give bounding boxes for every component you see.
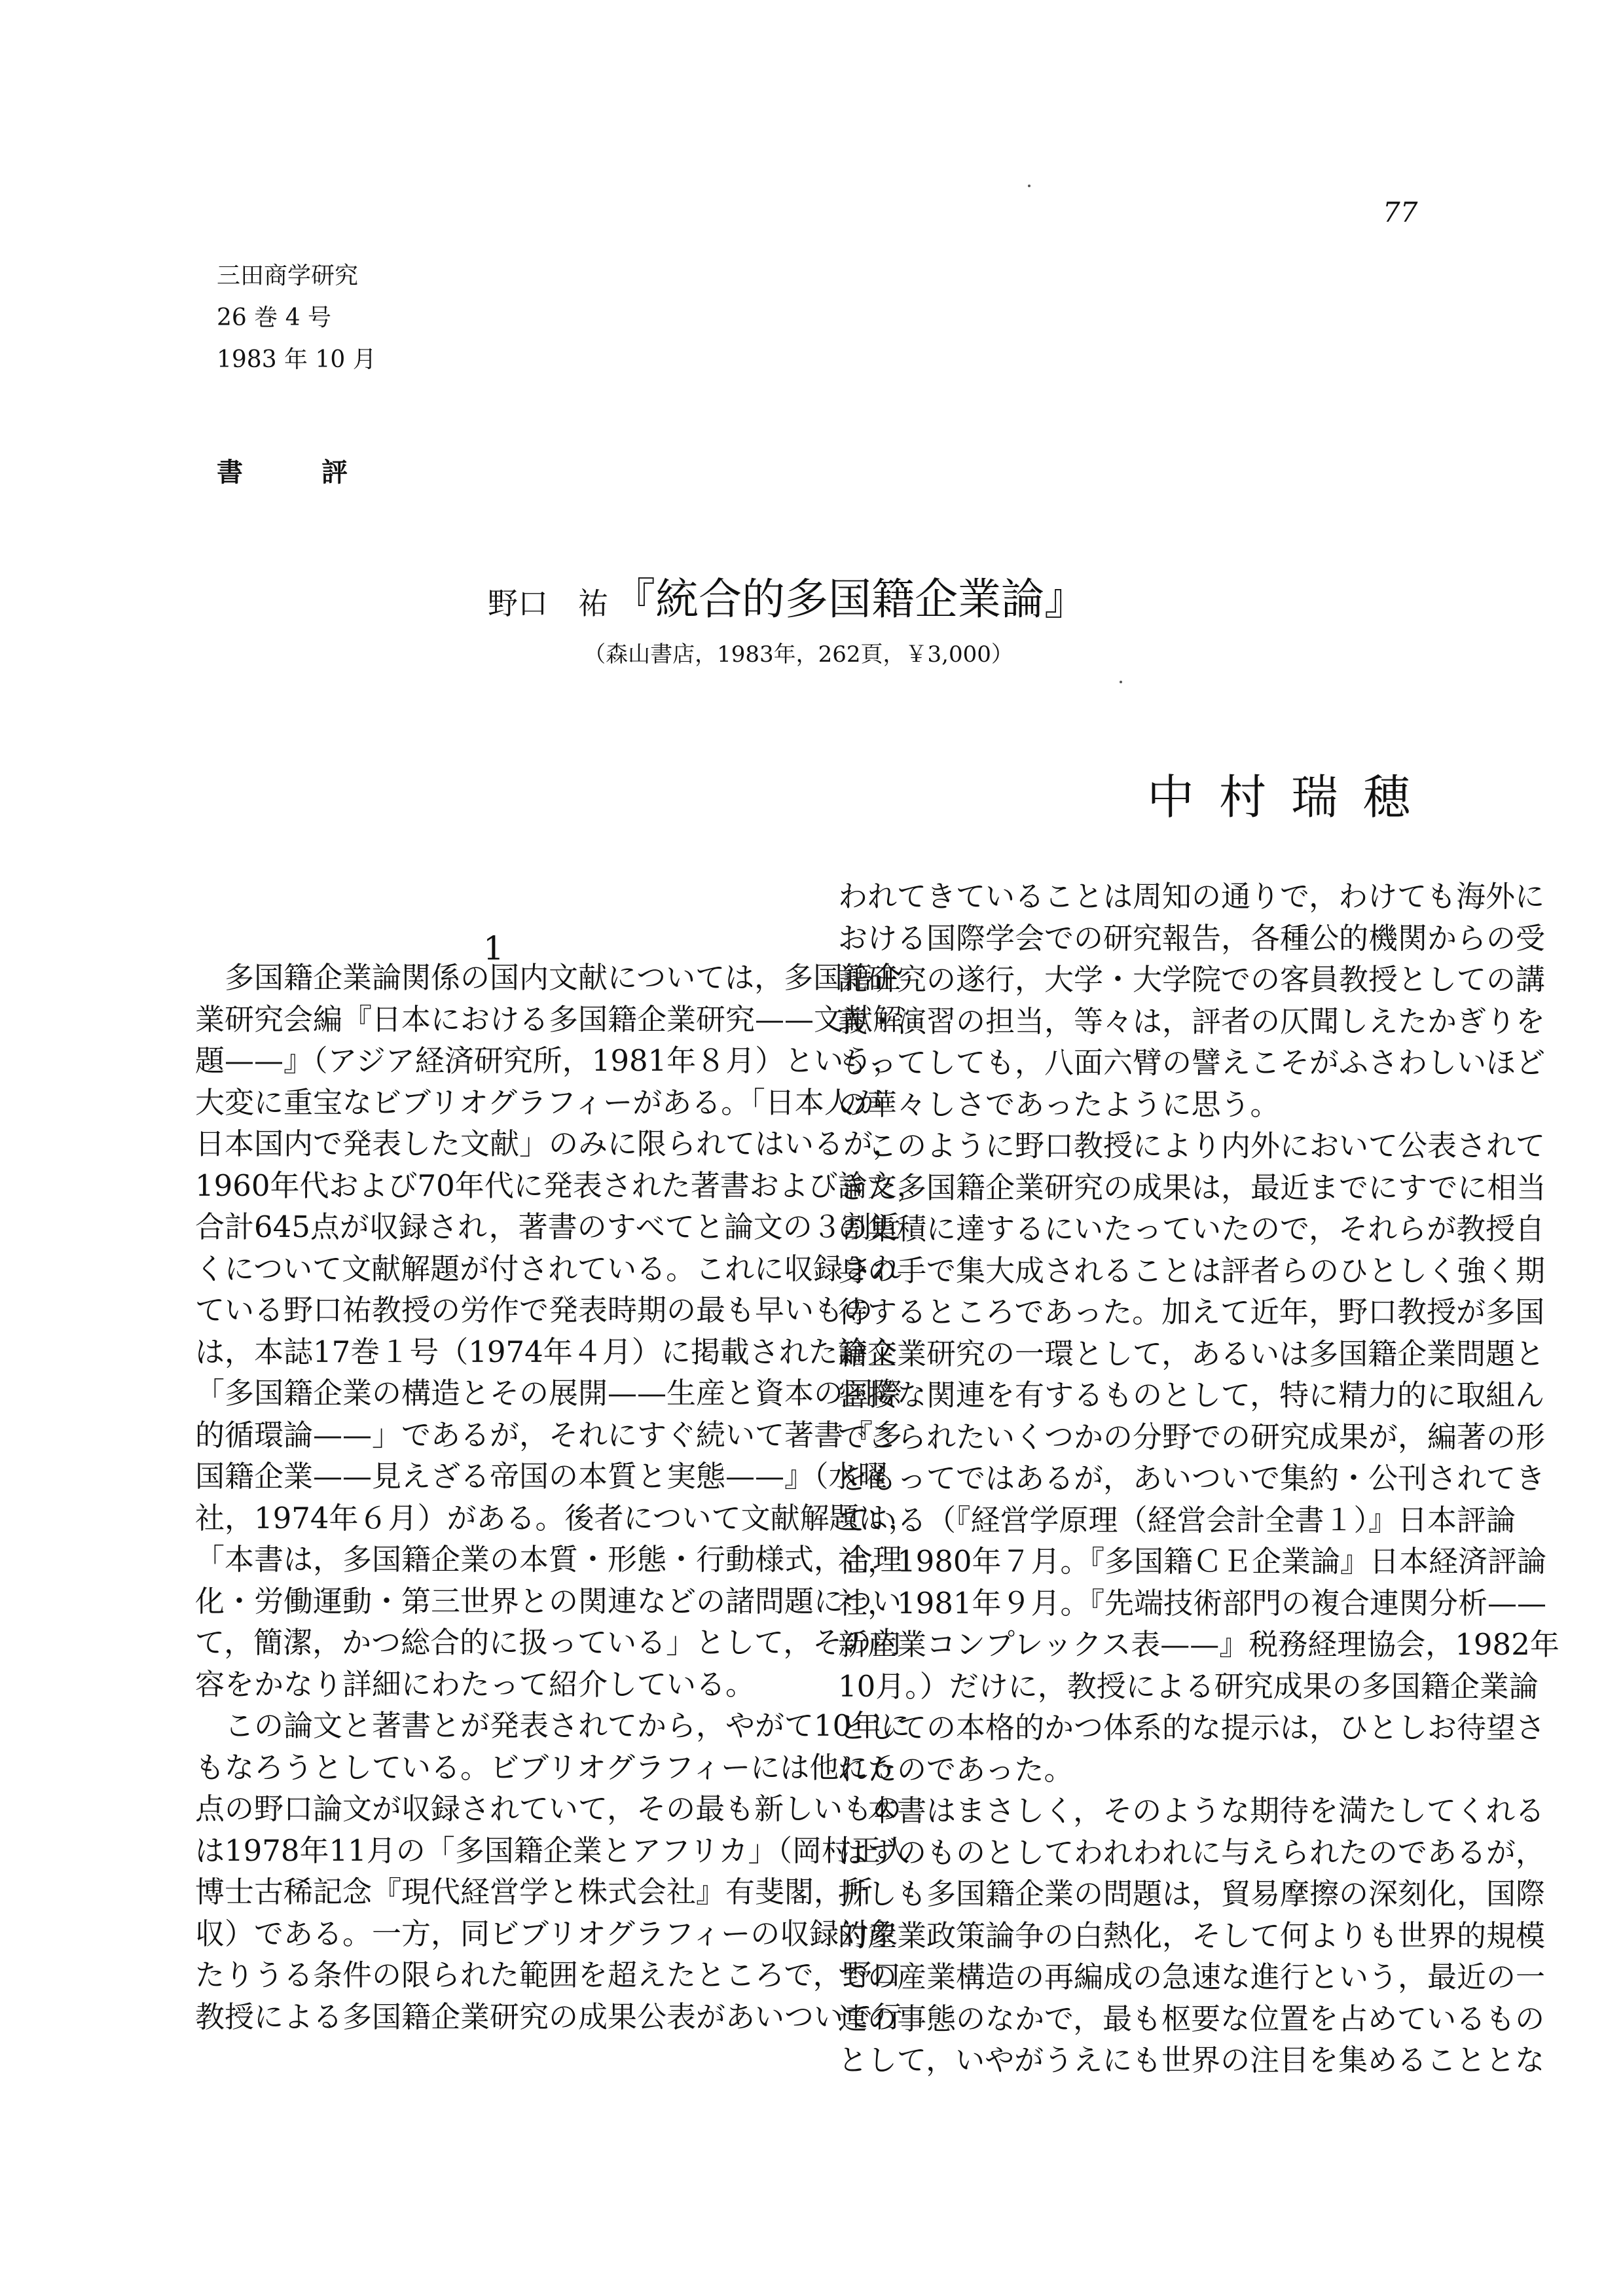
text-line: 身の手で集大成されることは評者らのひとしく強く期 (838, 1253, 1546, 1288)
book-publication-text: （森山書店，1983年，262頁，￥3,000） (583, 641, 1013, 668)
text-line: たりうる条件の限られた範囲を超えたところで，野口 (195, 1958, 902, 1992)
book-publication (0, 636, 1623, 668)
section-label: 書 評 (217, 457, 374, 488)
book-heading (488, 564, 1087, 626)
text-line: 待するところであった。加えて近年，野口教授が多国 (838, 1295, 1545, 1329)
text-line: 収）である。一方，同ビブリオグラフィーの収録対象 (195, 1916, 898, 1951)
text-line: として，いやがうえにも世界の注目を集めることとな (838, 2043, 1545, 2077)
text-line: れたのであった。 (838, 1751, 1074, 1787)
text-line: 題——』（アジア経済研究所，1981年８月）という， (195, 1043, 903, 1078)
text-line: 博士古稀記念『現代経営学と株式会社』有斐閣，所 (195, 1874, 873, 1909)
text-line: 籍企業研究の一環として，あるいは多国籍企業問題と (838, 1336, 1545, 1371)
text-line: 密接な関連を有するものとして，特に精力的に取組ん (838, 1378, 1545, 1412)
text-line: の集積に達するにいたっていたので，それらが教授自 (838, 1211, 1545, 1246)
text-line: 託研究の遂行，大学・大学院での客員教授としての講 (838, 962, 1546, 997)
text-line: の華々しさであったように思う。 (838, 1086, 1280, 1122)
journal-name: 三田商学研究 (217, 262, 359, 289)
scan-speck (1120, 681, 1122, 683)
text-line: 教授による多国籍企業研究の成果公表があいついで行 (195, 1999, 903, 2034)
text-line: での産業構造の再編成の急速な進行という，最近の一 (838, 1960, 1546, 1994)
text-line: もなろうとしている。ビブリオグラフィーには他に６ (195, 1749, 898, 1785)
text-line: 本書はまさしく，そのような期待を満たしてくれる (838, 1793, 1545, 1828)
text-line: でこられたいくつかの分野での研究成果が，編著の形 (838, 1419, 1546, 1454)
text-line: ている野口祐教授の労作で発表時期の最も早いもの (195, 1293, 873, 1327)
text-line: この論文と著書とが発表されてから，やがて10年に (195, 1708, 911, 1743)
text-line: 連の事態のなかで，最も枢要な位置を占めているもの (838, 2001, 1545, 2036)
journal-date: 1983 年 10 月 (217, 346, 376, 373)
right-column (838, 876, 1559, 2081)
left-column (195, 957, 926, 2037)
text-line: 日本国内で発表した文献」のみに限られてはいるが， (195, 1126, 903, 1161)
text-line: 1960年代および70年代に発表された著書および論文， (195, 1168, 926, 1203)
text-line: としての本格的かつ体系的な提示は，ひとしお待望さ (838, 1710, 1546, 1745)
text-line: くについて文献解題が付されている。これに収録され (195, 1251, 902, 1286)
text-line: 「本書は，多国籍企業の本質・形態・行動様式，合理 (195, 1542, 903, 1577)
text-line: て，簡潔，かつ総合的に扱っている」として，その内 (195, 1625, 902, 1660)
text-line: 合計645点が収録され，著書のすべてと論文の３割近 (195, 1210, 901, 1244)
text-line: 社，1981年９月。『先端技術部門の複合連関分析—— (838, 1585, 1547, 1621)
text-line: 多国籍企業論関係の国内文献については，多国籍企 (195, 960, 902, 995)
text-line: われてきていることは周知の通りで，わけても海外に (838, 879, 1545, 914)
text-line: はずのものとしてわれわれに与えられたのであるが， (838, 1835, 1546, 1870)
text-line: 化・労働運動・第三世界との関連などの諸問題につい (195, 1583, 902, 1619)
text-line: おける国際学会での研究報告，各種公的機関からの受 (838, 920, 1546, 956)
text-line: は1978年11月の「多国籍企業とアフリカ」（岡村正人 (195, 1833, 911, 1868)
journal-volume: 26 巻 4 号 (217, 304, 332, 331)
text-line: 社，1974年６月）がある。後者について文献解題は， (195, 1500, 918, 1535)
text-line: 的循環論——」であるが，それにすぐ続いて著書『多 (195, 1417, 903, 1452)
text-line: 新産業コンプレックス表——』税務経理協会，1982年 (838, 1627, 1559, 1662)
text-line: 社，1980年７月。『多国籍ＣＥ企業論』日本経済評論 (838, 1544, 1547, 1579)
section-number: 1 (483, 929, 504, 967)
reviewer-name: 中村瑞穂 (1147, 770, 1436, 825)
text-line: は，本誌17巻１号（1974年４月）に掲載された論文 (195, 1334, 897, 1369)
text-line: 容をかなり詳細にわたって紹介している。 (195, 1666, 756, 1702)
text-line: 10月。）だけに，教授による研究成果の多国籍企業論 (838, 1668, 1539, 1704)
text-line: 折しも多国籍企業の問題は，貿易摩擦の深刻化，国際 (838, 1876, 1546, 1911)
text-line: 義・演習の担当，等々は，評者の仄聞しえたかぎりを (838, 1003, 1546, 1039)
text-line: 大変に重宝なビブリオグラフィーがある。「日本人が (195, 1085, 883, 1120)
text-line: もってしても，八面六臂の譬えこそがふさわしいほど (838, 1045, 1546, 1080)
scan-speck (1028, 185, 1030, 187)
text-line: 的産業政策論争の白熱化，そして何よりも世界的規模 (838, 1918, 1546, 1953)
text-line: このように野口教授により内外において公表されて (838, 1128, 1546, 1163)
page-number: 77 (1383, 196, 1418, 228)
text-line: ている（『経営学原理（経営会計全書１）』日本評論 (838, 1502, 1516, 1537)
journal-info (217, 255, 376, 381)
text-line: 業研究会編『日本における多国籍企業研究——文献解 (195, 1001, 903, 1037)
text-line: 点の野口論文が収録されていて，その最も新しいもの (195, 1791, 902, 1826)
book-title: 『統合的多国籍企業論』 (612, 574, 1087, 624)
text-line: 国籍企業——見えざる帝国の本質と実態——』（水曜 (195, 1459, 888, 1494)
text-line: 「多国籍企業の構造とその展開——生産と資本の国際 (195, 1376, 903, 1410)
text-line: きた多国籍企業研究の成果は，最近までにすでに相当 (838, 1170, 1546, 1205)
book-author: 野口 祐 (488, 586, 608, 621)
text-line: をもってではあるが，あいついで集約・公刊されてき (838, 1461, 1546, 1496)
